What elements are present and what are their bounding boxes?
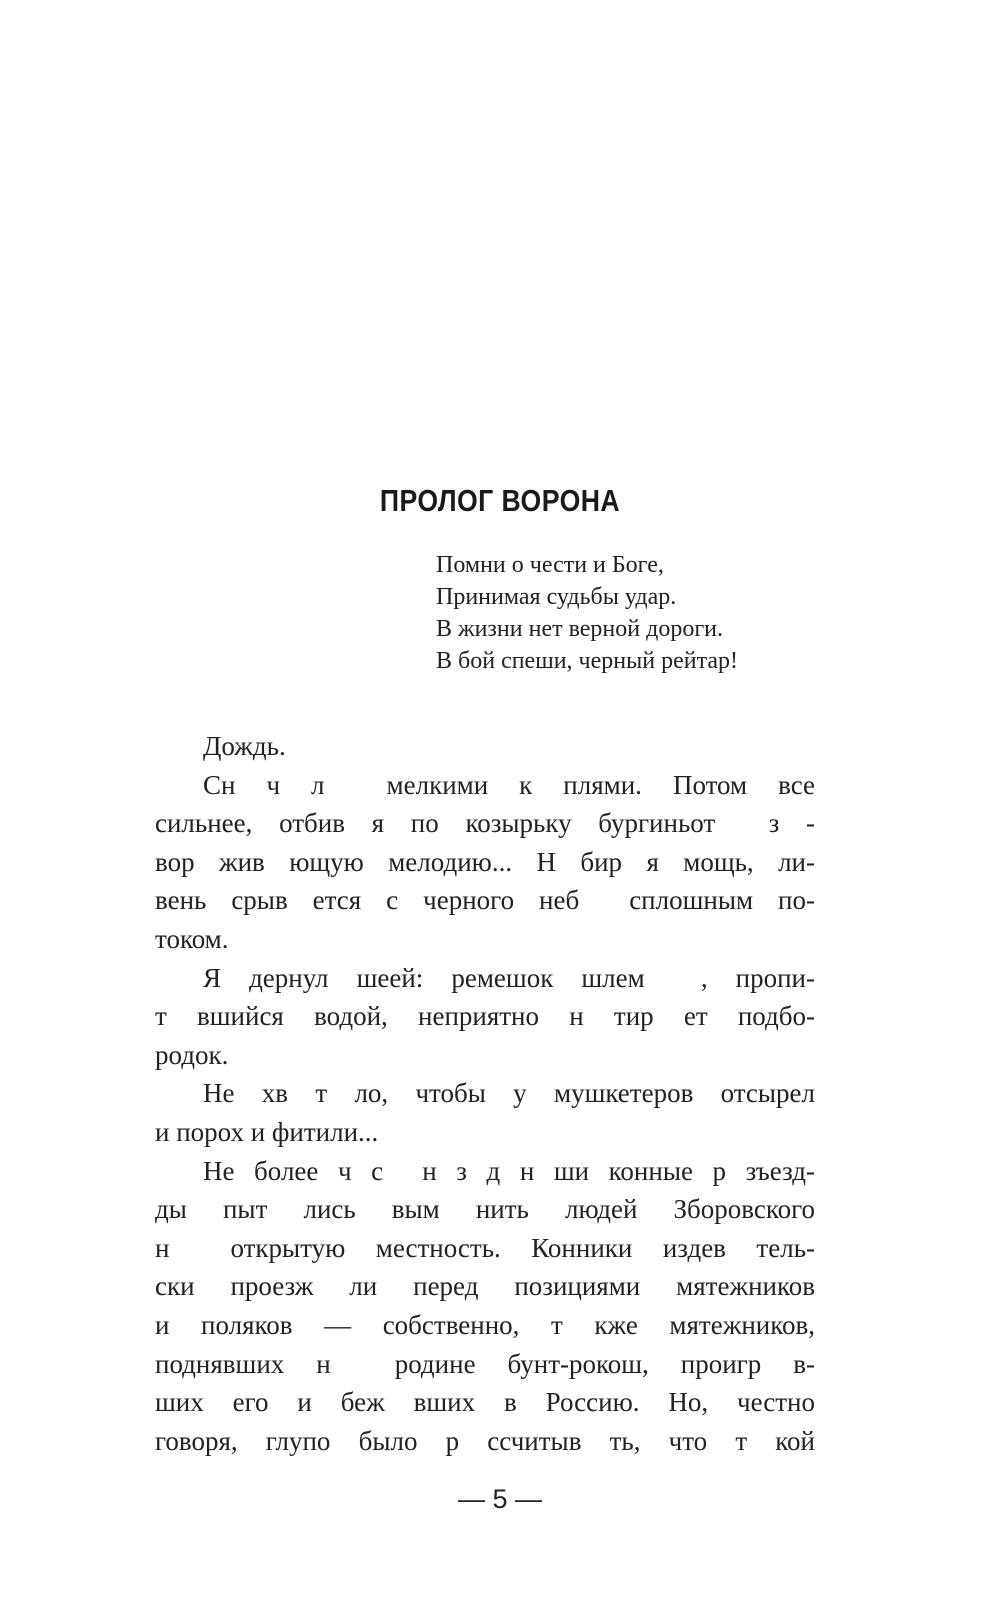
text-line: и поляков — собственно, т кже мятежников, bbox=[155, 1309, 815, 1340]
page-number: — 5 — bbox=[457, 1484, 543, 1514]
chapter-title: ПРОЛОГ ВОРОНА bbox=[379, 483, 621, 518]
text-line: ды пыт лись вым нить людей Зборовского bbox=[155, 1194, 815, 1225]
epigraph-line: В бой спеши, черный рейтар! bbox=[436, 648, 738, 674]
body-text bbox=[155, 727, 815, 1460]
epigraph bbox=[436, 549, 738, 677]
text-line: вор жив ющую мелодию... Н бир я мощь, ли- bbox=[155, 846, 815, 877]
text-line: Не более ч с н з д н ши конные р зъезд- bbox=[203, 1155, 815, 1186]
text-line: сильнее, отбив я по козырьку бургиньот з - bbox=[155, 808, 815, 839]
epigraph-line: В жизни нет верной дороги. bbox=[436, 616, 724, 642]
epigraph-line: Помни о чести и Боге, bbox=[436, 552, 664, 578]
text-line: Не хв т ло, чтобы у мушкетеров отсырел bbox=[203, 1078, 815, 1109]
text-line: родок. bbox=[155, 1039, 229, 1070]
text-line: т вшийся водой, неприятно н тир ет подбо- bbox=[155, 1001, 815, 1032]
text-line: Сн ч л мелкими к плями. Потом все bbox=[203, 769, 815, 800]
text-line: ски проезж ли перед позициями мятежников bbox=[155, 1271, 815, 1302]
text-line: током. bbox=[155, 923, 229, 954]
text-line: ших его и беж вших в Россию. Но, честно bbox=[155, 1387, 815, 1418]
epigraph-line: Принимая судьбы удар. bbox=[436, 584, 677, 610]
text-line: поднявших н родине бунт-рокош, проигр в- bbox=[155, 1348, 815, 1379]
text-line: говоря, глупо было р ссчитыв ть, что т кой bbox=[155, 1425, 815, 1456]
text-line: и порох и фитили... bbox=[155, 1116, 379, 1147]
text-line: Я дернул шеей: ремешок шлем , пропи- bbox=[203, 962, 815, 993]
text-line: Дождь. bbox=[203, 731, 286, 761]
text-line: н открытую местность. Конники издев тель- bbox=[155, 1232, 815, 1263]
text-line: вень срыв ется с черного неб сплошным по- bbox=[155, 885, 815, 916]
